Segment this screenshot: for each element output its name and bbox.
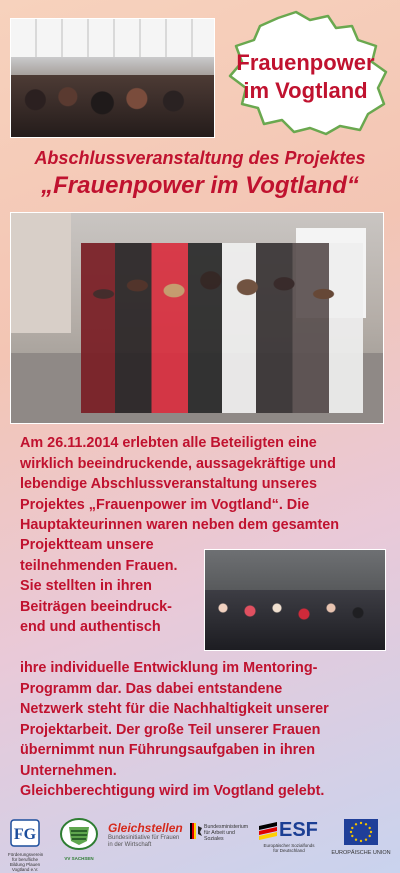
text-line: Hauptakteurinnen waren neben dem gesamten xyxy=(20,517,340,533)
event-subtitle: Abschlussveranstaltung des Projektes xyxy=(34,148,366,168)
eu-logo xyxy=(328,819,394,857)
frauenpower-logo xyxy=(218,10,393,138)
gleichstellen-sub2: in der Wirtschaft xyxy=(108,842,152,848)
logo-line-2: im Vogtland xyxy=(243,78,368,103)
text-line: Netzwerk steht für die Nachhaltigkeit unserer xyxy=(20,701,329,717)
text-line: Projektes „Frauenpower im Vogtland“. Die xyxy=(20,496,310,513)
federal-eagle-icon xyxy=(190,823,202,839)
audience-crowd xyxy=(11,75,214,137)
gleichstellen-logo xyxy=(108,821,186,849)
text-line: Gleichberechtigung wird im Vogtland gelebt. xyxy=(20,783,325,799)
text-line: Unternehmen. xyxy=(20,762,117,779)
fg-logo-icon xyxy=(10,819,40,847)
photo-people xyxy=(81,243,363,413)
fg-logo xyxy=(8,819,42,872)
esf-sub1: Europäischer Sozialfonds xyxy=(263,843,315,848)
gleichstellen-sub1: Bundesinitiative für Frauen xyxy=(108,835,180,841)
text-line: end und authentisch xyxy=(20,619,161,635)
svg-text:FG: FG xyxy=(13,826,37,843)
text-line: Beiträgen beeindruck- xyxy=(20,598,172,615)
eu-caption: EUROPÄISCHE UNION xyxy=(331,850,391,856)
text-line: teilnehmenden Frauen. xyxy=(20,557,178,574)
vv-sachsen-logo xyxy=(56,817,102,861)
text-line: ihre individuelle Entwicklung im Mentoring- xyxy=(20,660,318,676)
sponsor-logos xyxy=(0,815,400,873)
photo-wall xyxy=(11,213,71,333)
text-line: Projektteam unsere xyxy=(20,537,154,553)
fg-caption: Förderungsverein für berufliche Bildung Plauen Vogtland e.V. xyxy=(8,852,44,872)
esf-stripes-icon xyxy=(257,820,279,842)
text-line: Sie stellten in ihren xyxy=(20,578,152,594)
ceiling-lights xyxy=(11,19,214,57)
paragraph-left xyxy=(20,535,200,638)
event-title: „Frauenpower im Vogtland“ xyxy=(41,172,359,199)
logo-line-1: Frauenpower xyxy=(236,50,375,75)
paragraph-top xyxy=(20,433,390,536)
group-photo xyxy=(10,212,384,424)
esf-title: ESF xyxy=(279,819,318,841)
text-line: übernimmt nun Führungsaufgaben in ihren xyxy=(20,742,316,758)
gleichstellen-title: Gleichstellen xyxy=(108,821,183,835)
paragraph-bottom xyxy=(20,658,390,802)
esf-logo xyxy=(255,819,323,853)
crest-icon xyxy=(59,817,99,851)
text-line: lebendige Abschlussveranstaltung unseres xyxy=(20,476,317,492)
eu-flag-icon xyxy=(344,819,378,845)
text-line: Projektarbeit. Der große Teil unserer Frauen xyxy=(20,721,321,738)
text-line: Programm dar. Das dabei entstandene xyxy=(20,680,283,697)
esf-sub2: für Deutschland xyxy=(273,848,305,853)
audience-rows xyxy=(205,590,385,650)
vv-caption: VV SACHSEN xyxy=(64,856,94,861)
audience-photo xyxy=(204,549,386,651)
bmas-line1: Bundesministerium xyxy=(204,824,249,830)
bmas-line2: für Arbeit und Soziales xyxy=(204,830,235,842)
text-line: wirklich beeindruckende, aussagekräftige und xyxy=(20,455,336,472)
text-line: Am 26.11.2014 erlebten alle Beteiligten eine xyxy=(20,435,317,451)
conference-photo xyxy=(10,18,215,138)
